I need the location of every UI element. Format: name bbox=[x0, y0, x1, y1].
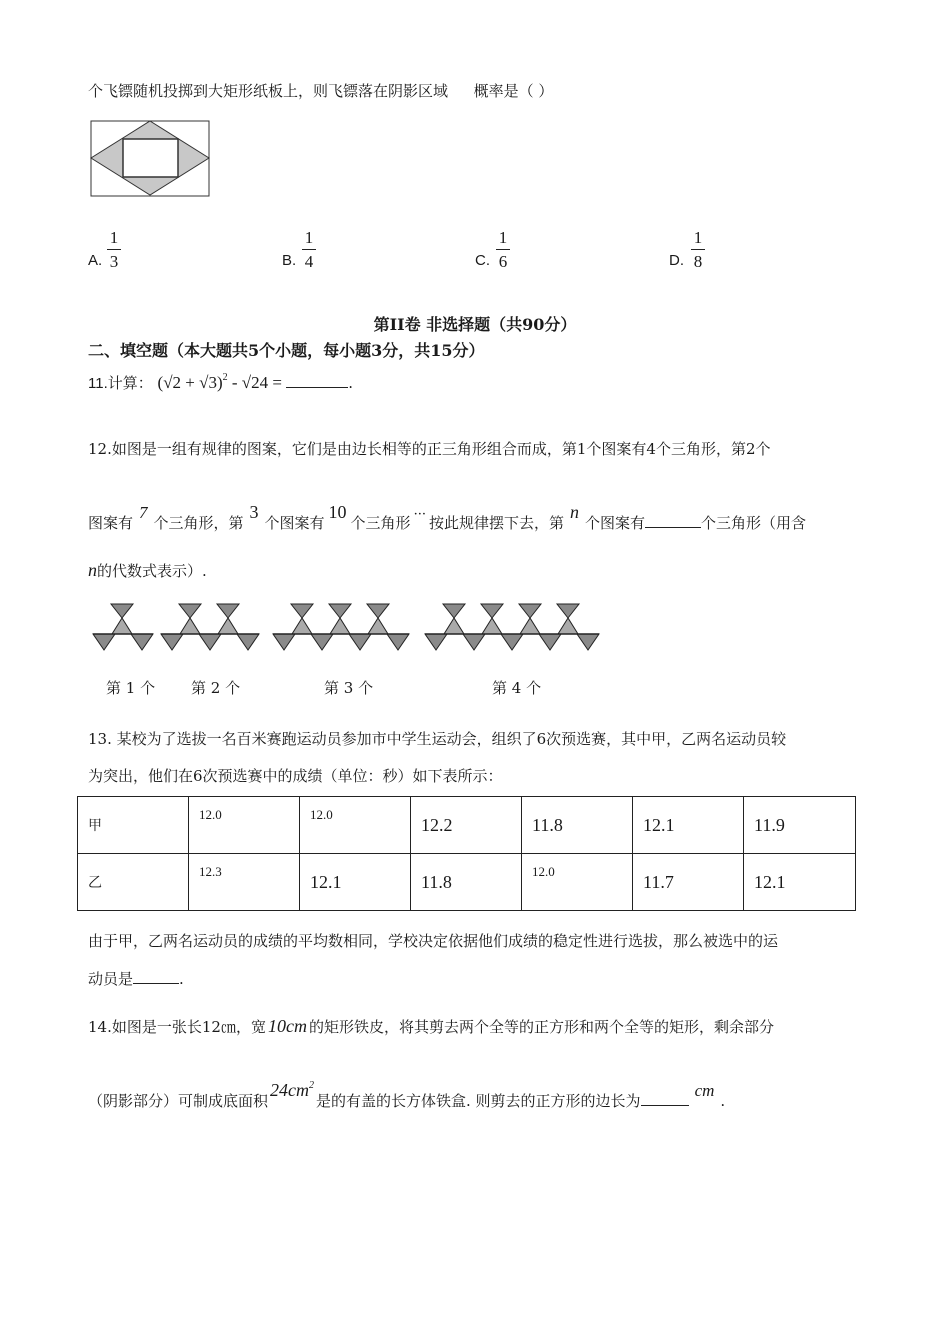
triangle-mark bbox=[367, 604, 389, 618]
q13-after-line2 bbox=[88, 968, 184, 989]
triangle-pattern-4 bbox=[425, 604, 599, 650]
triangle-mark bbox=[481, 604, 503, 618]
pattern-caption-1: 第 1 个 bbox=[106, 679, 156, 697]
inner-rectangle bbox=[123, 139, 178, 177]
q12-dots: ··· bbox=[413, 507, 426, 522]
triangle-mark bbox=[111, 604, 133, 618]
athlete-name: 甲 bbox=[78, 797, 189, 854]
q12-value-7: 7 bbox=[139, 503, 148, 522]
triangle-mark bbox=[180, 618, 200, 634]
option-b-fraction bbox=[302, 229, 316, 270]
q12-value-n: n bbox=[569, 502, 579, 522]
q12-text: 个三角形 bbox=[350, 514, 411, 532]
q12-var-n: n bbox=[88, 560, 97, 580]
q12-line3 bbox=[88, 560, 207, 581]
q11-end: . bbox=[348, 374, 353, 392]
option-d-fraction bbox=[691, 229, 705, 270]
frac-den: 3 bbox=[109, 252, 119, 271]
triangle-pattern-3 bbox=[273, 604, 409, 650]
frac-den: 8 bbox=[693, 252, 703, 271]
option-a-fraction bbox=[107, 229, 121, 270]
dartboard-figure bbox=[86, 118, 216, 200]
triangle-mark bbox=[577, 634, 599, 650]
table-row bbox=[78, 854, 856, 911]
triangle-mark bbox=[237, 634, 259, 650]
frac-den: 6 bbox=[498, 252, 508, 271]
score-cell: 12.1 bbox=[744, 854, 856, 911]
q12-line1: 12.如图是一组有规律的图案，它们是由边长相等的正三角形组合而成，第1个图案有4个三角形，第2个 bbox=[88, 440, 771, 458]
q14-text: 是的有盖的长方体铁盒. 则剪去的正方形的边长为 bbox=[316, 1092, 641, 1110]
triangle-mark bbox=[443, 604, 465, 618]
score-cell: 12.1 bbox=[300, 854, 411, 911]
q14-area-value bbox=[270, 1080, 314, 1100]
section-title: 第II卷 非选择题（共90分） bbox=[373, 315, 577, 334]
triangle-mark bbox=[217, 604, 239, 618]
option-d[interactable] bbox=[669, 252, 684, 269]
triangle-mark bbox=[368, 618, 388, 634]
triangle-mark bbox=[273, 634, 295, 650]
q12-text: 个图案有 bbox=[264, 514, 325, 532]
q10-stem-text-2: 概率是（ ） bbox=[473, 82, 554, 100]
pattern-caption-4: 第 4 个 bbox=[492, 679, 542, 697]
score-cell: 11.9 bbox=[744, 797, 856, 854]
triangle-mark bbox=[557, 604, 579, 618]
section-heading: 二、填空题（本大题共5个小题，每小题3分，共15分） bbox=[88, 341, 485, 360]
triangle-pattern-1 bbox=[93, 604, 153, 650]
frac-num: 1 bbox=[304, 228, 314, 247]
triangle-mark bbox=[179, 604, 201, 618]
q13-end: . bbox=[179, 970, 184, 988]
q12-text: 图案有 bbox=[88, 514, 134, 532]
score-cell: 12.0 bbox=[522, 854, 633, 911]
q11 bbox=[88, 372, 353, 393]
q11-answer-blank[interactable] bbox=[286, 373, 348, 388]
table-row bbox=[78, 797, 856, 854]
triangle-mark bbox=[112, 618, 132, 634]
triangle-mark bbox=[349, 634, 371, 650]
q13-after-text: 动员是 bbox=[88, 970, 134, 988]
q11-prefix: 计算： bbox=[107, 374, 153, 392]
score-cell: 11.8 bbox=[411, 854, 522, 911]
triangle-mark bbox=[161, 634, 183, 650]
athlete-name: 乙 bbox=[78, 854, 189, 911]
q12-answer-blank[interactable] bbox=[645, 513, 701, 528]
q11-expr-b: - √24 = bbox=[227, 373, 287, 392]
triangle-mark bbox=[444, 618, 464, 634]
q11-expr-a: (√2 + √3) bbox=[157, 373, 223, 392]
q13-answer-blank[interactable] bbox=[133, 969, 179, 984]
q14-answer-blank[interactable] bbox=[641, 1091, 689, 1106]
q12-value-3: 3 bbox=[249, 502, 259, 522]
pattern-caption-3: 第 3 个 bbox=[324, 679, 374, 697]
option-d-label: D. bbox=[669, 252, 684, 269]
q14-line2 bbox=[88, 1080, 726, 1111]
option-c[interactable] bbox=[475, 252, 490, 269]
q13-line2: 为突出，他们在6次预选赛中的成绩（单位：秒）如下表所示： bbox=[88, 767, 503, 785]
score-cell: 11.7 bbox=[633, 854, 744, 911]
q12-line2 bbox=[88, 502, 807, 533]
triangle-mark bbox=[387, 634, 409, 650]
option-b-label: B. bbox=[282, 252, 297, 269]
triangle-mark bbox=[131, 634, 153, 650]
q14-line1 bbox=[88, 1016, 774, 1037]
q14-text: 14.如图是一张长12㎝，宽 bbox=[88, 1018, 266, 1036]
frac-num: 1 bbox=[693, 228, 703, 247]
q14-area-number: 24cm bbox=[270, 1080, 310, 1100]
triangle-mark bbox=[482, 618, 502, 634]
triangle-mark bbox=[329, 604, 351, 618]
score-cell: 12.0 bbox=[189, 797, 300, 854]
triangle-mark bbox=[539, 634, 561, 650]
scores-table bbox=[77, 796, 856, 911]
triangle-mark bbox=[199, 634, 221, 650]
triangle-mark bbox=[218, 618, 238, 634]
triangle-patterns-figure bbox=[90, 598, 630, 664]
triangle-mark bbox=[291, 604, 313, 618]
q11-exp: 2 bbox=[222, 372, 228, 383]
q12-value-10: 10 bbox=[328, 502, 347, 522]
pattern-caption-2: 第 2 个 bbox=[191, 679, 241, 697]
score-cell: 11.8 bbox=[522, 797, 633, 854]
frac-num: 1 bbox=[498, 228, 508, 247]
triangle-mark bbox=[330, 618, 350, 634]
score-cell: 12.2 bbox=[411, 797, 522, 854]
triangle-mark bbox=[292, 618, 312, 634]
triangle-mark bbox=[520, 618, 540, 634]
frac-num: 1 bbox=[109, 228, 119, 247]
q14-area-exp: 2 bbox=[309, 1080, 315, 1091]
triangle-mark bbox=[463, 634, 485, 650]
score-cell: 12.3 bbox=[189, 854, 300, 911]
q11-expression bbox=[158, 373, 287, 392]
triangle-mark bbox=[519, 604, 541, 618]
q12-line3-text: 的代数式表示）. bbox=[97, 562, 207, 580]
q12-text: 按此规律摆下去，第 bbox=[428, 514, 564, 532]
triangle-pattern-2 bbox=[161, 604, 259, 650]
q14-unit: cm bbox=[694, 1081, 715, 1100]
score-cell: 12.1 bbox=[633, 797, 744, 854]
q12-text: 个图案有 bbox=[584, 514, 645, 532]
triangle-mark bbox=[558, 618, 578, 634]
score-cell: 12.0 bbox=[300, 797, 411, 854]
triangle-mark bbox=[425, 634, 447, 650]
option-c-fraction bbox=[496, 229, 510, 270]
q11-number: 11. bbox=[88, 375, 108, 392]
option-b[interactable] bbox=[282, 252, 296, 269]
triangle-mark bbox=[311, 634, 333, 650]
frac-den: 4 bbox=[304, 252, 314, 271]
option-a[interactable] bbox=[88, 252, 102, 269]
triangle-mark bbox=[93, 634, 115, 650]
q13-after-line1: 由于甲，乙两名运动员的成绩的平均数相同，学校决定依据他们成绩的稳定性进行选拔，那么被选中的运 bbox=[88, 932, 779, 950]
q12-text: 个三角形（用含 bbox=[701, 514, 807, 532]
q14-text: （阴影部分）可制成底面积 bbox=[88, 1092, 269, 1110]
triangle-mark bbox=[501, 634, 523, 650]
q14-width-value: 10cm bbox=[267, 1016, 307, 1036]
q12-text: 个三角形，第 bbox=[153, 514, 244, 532]
q10-stem bbox=[88, 80, 553, 101]
q14-end: . bbox=[720, 1092, 726, 1110]
option-c-label: C. bbox=[475, 252, 490, 269]
q10-stem-text: 个飞镖随机投掷到大矩形纸板上，则飞镖落在阴影区域 bbox=[88, 82, 449, 100]
option-a-label: A. bbox=[88, 252, 103, 269]
q14-text: 的矩形铁皮，将其剪去两个全等的正方形和两个全等的矩形，剩余部分 bbox=[308, 1018, 774, 1036]
q13-line1: 13. 某校为了选拔一名百米赛跑运动员参加市中学生运动会，组织了6次预选赛，其中甲，乙两名运动员较 bbox=[88, 730, 787, 748]
